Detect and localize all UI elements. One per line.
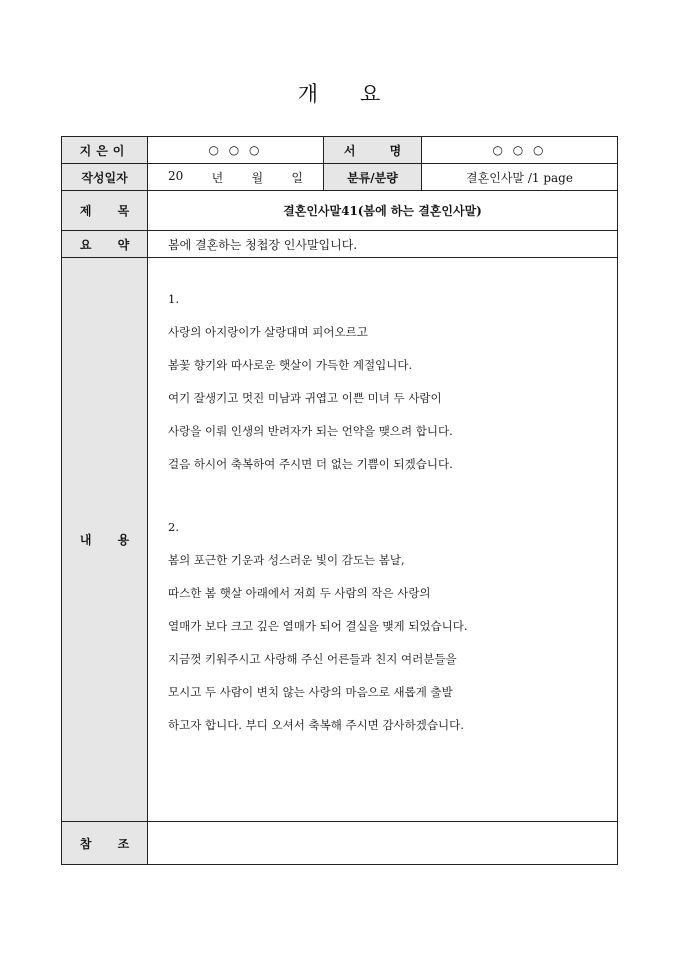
- section-1-line: 걸음 하시어 축복하여 주시면 더 없는 기쁨이 되겠습니다.: [168, 457, 453, 471]
- summary-label: 요 약: [79, 237, 130, 252]
- date-row: [62, 164, 618, 191]
- date-label: 작성일자: [62, 164, 148, 191]
- section-1-line: 여기 잘생기고 멋진 미남과 귀엽고 이쁜 미녀 두 사람이: [168, 391, 442, 405]
- date-year: 20: [168, 168, 184, 183]
- summary-label-cell: [62, 231, 148, 258]
- section-1-number: 1.: [168, 292, 179, 306]
- content-body: [148, 258, 618, 822]
- section-2-line: 모시고 두 사람이 변치 않는 사랑의 마음으로 새롭게 출발: [168, 685, 453, 699]
- subject-label-cell: [62, 191, 148, 231]
- category-value: 결혼인사말 /1 page: [422, 164, 618, 191]
- author-label: 지은이: [79, 143, 130, 158]
- title-part-2: 요: [360, 82, 383, 106]
- content-label: 내 용: [79, 533, 130, 547]
- summary-form-table: [61, 136, 618, 865]
- section-2-line: 열매가 보다 크고 깊은 열매가 되어 결실을 맺게 되었습니다.: [168, 619, 468, 633]
- signature-label-cell: [324, 137, 422, 164]
- category-label: 분류/분량: [324, 164, 422, 191]
- section-1-line: 사랑을 이뤄 인생의 반려자가 되는 언약을 맺으려 합니다.: [168, 424, 453, 438]
- date-day-unit: 일: [291, 170, 303, 185]
- title-part-1: 개: [297, 82, 320, 106]
- signature-value: ○ ○ ○: [422, 137, 618, 164]
- date-month-unit: 월: [251, 170, 264, 185]
- date-year-unit: 년: [211, 170, 224, 185]
- date-value: [148, 164, 324, 191]
- author-value: ○ ○ ○: [148, 137, 324, 164]
- author-row: [62, 137, 618, 164]
- signature-label: 서 명: [343, 143, 402, 158]
- section-2: [168, 518, 597, 734]
- page-title: [0, 78, 680, 108]
- section-1: [168, 290, 597, 473]
- summary-value: 봄에 결혼하는 청첩장 인사말입니다.: [148, 231, 618, 258]
- section-1-line: 사랑의 아지랑이가 살랑대며 피어오르고: [168, 325, 368, 339]
- reference-label-cell: [62, 822, 148, 865]
- section-2-line: 하고자 합니다. 부디 오셔서 축복해 주시면 감사하겠습니다.: [168, 718, 464, 732]
- section-2-number: 2.: [168, 520, 179, 534]
- section-1-line: 봄꽃 향기와 따사로운 햇살이 가득한 계절입니다.: [168, 358, 413, 372]
- summary-row: [62, 231, 618, 258]
- section-2-line: 봄의 포근한 기운과 성스러운 빛이 감도는 봄날,: [168, 553, 405, 567]
- subject-row: [62, 191, 618, 231]
- section-2-line: 따스한 봄 햇살 아래에서 저희 두 사람의 작은 사랑의: [168, 586, 431, 600]
- content-label-cell: [62, 258, 148, 822]
- subject-label: 제 목: [79, 204, 130, 218]
- section-2-line: 지금껏 키워주시고 사랑해 주신 어른들과 친지 여러분들을: [168, 652, 457, 666]
- reference-value: [148, 822, 618, 865]
- reference-label: 참 조: [79, 836, 130, 851]
- content-row: [62, 258, 618, 822]
- reference-row: [62, 822, 618, 865]
- author-label-cell: [62, 137, 148, 164]
- subject-value: 결혼인사말41(봄에 하는 결혼인사말): [148, 191, 618, 231]
